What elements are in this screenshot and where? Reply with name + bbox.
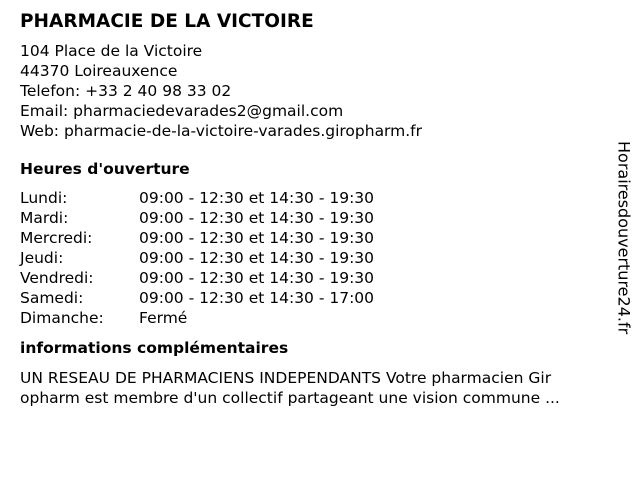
day-label: Samedi: (20, 289, 84, 307)
day-label: Jeudi: (20, 249, 64, 267)
hours-row-thursday (20, 248, 612, 268)
site-label: Horairesdouverture24.fr (614, 141, 634, 335)
address-street: 104 Place de la Victoire (20, 42, 203, 60)
hours-row-monday (20, 188, 612, 208)
phone-number: Telefon: +33 2 40 98 33 02 (20, 82, 232, 100)
day-label: Dimanche: (20, 309, 104, 327)
day-hours: 09:00 - 12:30 et 14:30 - 19:30 (139, 249, 375, 267)
hours-heading: Heures d'ouverture (20, 160, 190, 178)
info-heading: informations complémentaires (20, 339, 289, 357)
hours-row-saturday (20, 288, 612, 308)
day-hours: 09:00 - 12:30 et 14:30 - 19:30 (139, 269, 375, 287)
hours-row-sunday (20, 308, 612, 328)
info-line: UN RESEAU DE PHARMACIENS INDEPENDANTS Votre pharmacien Gir (20, 369, 552, 387)
info-text (20, 368, 632, 408)
hours-row-tuesday (20, 208, 612, 228)
day-hours: 09:00 - 12:30 et 14:30 - 19:30 (139, 209, 375, 227)
website-url: Web: pharmacie-de-la-victoire-varades.giropharm.fr (20, 122, 423, 140)
day-hours: 09:00 - 12:30 et 14:30 - 17:00 (139, 289, 375, 307)
day-label: Mercredi: (20, 229, 93, 247)
side-watermark (613, 133, 635, 343)
hours-row-friday (20, 268, 612, 288)
contact-block (20, 41, 612, 141)
opening-hours-table (20, 188, 612, 328)
day-label: Mardi: (20, 209, 69, 227)
address-city: 44370 Loireauxence (20, 62, 178, 80)
day-label: Lundi: (20, 189, 68, 207)
day-hours: 09:00 - 12:30 et 14:30 - 19:30 (139, 229, 375, 247)
info-line: opharm est membre d'un collectif partageant une vision commune ... (20, 389, 560, 407)
day-hours: Fermé (139, 309, 188, 327)
pharmacy-name: PHARMACIE DE LA VICTOIRE (20, 11, 314, 32)
hours-row-wednesday (20, 228, 612, 248)
email-address: Email: pharmaciedevarades2@gmail.com (20, 102, 344, 120)
day-label: Vendredi: (20, 269, 94, 287)
day-hours: 09:00 - 12:30 et 14:30 - 19:30 (139, 189, 375, 207)
pharmacy-card (20, 11, 612, 408)
